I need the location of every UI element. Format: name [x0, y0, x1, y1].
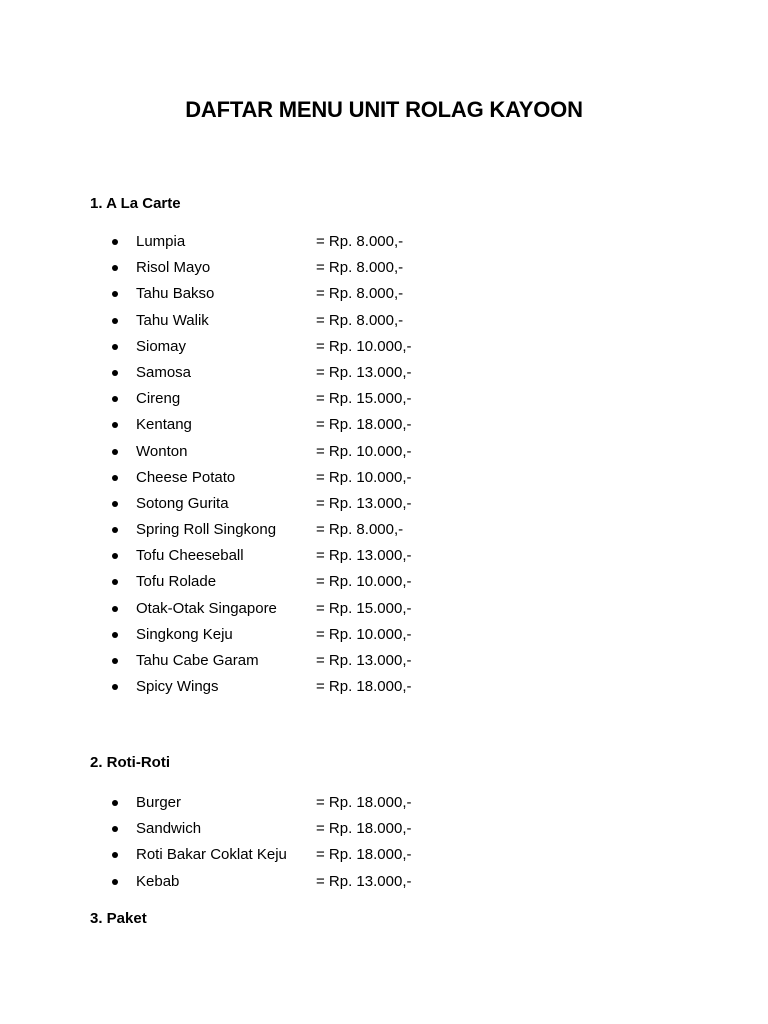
- bullet-icon: [112, 579, 118, 585]
- menu-item-price: = Rp. 8.000,-: [316, 259, 404, 277]
- bullet-icon: [112, 826, 118, 832]
- menu-item: [0, 468, 768, 494]
- menu-item-name: Tahu Cabe Garam: [136, 652, 259, 669]
- bullet-icon: [112, 852, 118, 858]
- menu-item: [0, 337, 768, 363]
- bullet-icon: [112, 553, 118, 559]
- bullet-icon: [112, 344, 118, 350]
- bullet-icon: [112, 527, 118, 533]
- menu-list-a-la-carte: [0, 232, 768, 703]
- menu-item-price: = Rp. 13.000,-: [316, 494, 412, 512]
- bullet-icon: [112, 800, 118, 806]
- bullet-icon: [112, 291, 118, 297]
- menu-item-name: Cireng: [136, 390, 181, 408]
- menu-item-price: = Rp. 18.000,-: [316, 416, 412, 434]
- menu-item-name: Singkong Keju: [136, 625, 233, 643]
- bullet-icon: [112, 265, 118, 271]
- menu-item: [0, 284, 768, 310]
- menu-item-price: = Rp. 10.000,-: [316, 625, 412, 643]
- menu-item: [0, 494, 768, 520]
- menu-item: [0, 415, 768, 441]
- menu-item-name: Cheese Potato: [136, 468, 236, 486]
- menu-item-name: Siomay: [136, 337, 187, 355]
- menu-item: [0, 845, 768, 871]
- menu-item-name: Tahu Bakso: [136, 285, 215, 303]
- menu-item: [0, 651, 768, 677]
- menu-item: [0, 442, 768, 468]
- menu-item-name: Roti Bakar Coklat Keju: [136, 846, 287, 864]
- menu-item-price: = Rp. 10.000,-: [316, 573, 412, 591]
- section-heading-paket: 3. Paket: [90, 910, 147, 927]
- menu-item-price: = Rp. 10.000,-: [316, 442, 412, 460]
- menu-item: [0, 389, 768, 415]
- menu-item-name: Samosa: [136, 363, 192, 381]
- menu-item: [0, 258, 768, 284]
- menu-item-price: = Rp. 8.000,-: [316, 233, 404, 250]
- bullet-icon: [112, 318, 118, 324]
- menu-item-price: = Rp. 18.000,-: [316, 846, 412, 864]
- menu-item-price: = Rp. 13.000,-: [316, 363, 412, 381]
- bullet-icon: [112, 370, 118, 376]
- menu-item-price: = Rp. 10.000,-: [316, 337, 412, 355]
- menu-item-price: = Rp. 18.000,-: [316, 820, 412, 838]
- menu-item-price: = Rp. 8.000,-: [316, 311, 404, 329]
- menu-item-name: Lumpia: [136, 233, 186, 250]
- menu-item-name: Sotong Gurita: [136, 494, 229, 512]
- menu-item: [0, 819, 768, 845]
- menu-item-price: = Rp. 13.000,-: [316, 872, 412, 890]
- menu-item-price: = Rp. 8.000,-: [316, 285, 404, 303]
- bullet-icon: [112, 396, 118, 402]
- bullet-icon: [112, 475, 118, 481]
- menu-item-price: = Rp. 8.000,-: [316, 521, 404, 539]
- menu-item-name: Wonton: [136, 442, 188, 460]
- menu-item-name: Tahu Walik: [136, 311, 209, 329]
- menu-item: [0, 599, 768, 625]
- menu-item: [0, 520, 768, 546]
- menu-item: [0, 363, 768, 389]
- section-heading-roti-roti: 2. Roti-Roti: [90, 754, 170, 771]
- bullet-icon: [112, 239, 118, 245]
- menu-item-price: = Rp. 13.000,-: [316, 547, 412, 565]
- menu-item-name: Kebab: [136, 872, 180, 890]
- menu-item-price: = Rp. 18.000,-: [316, 678, 412, 696]
- bullet-icon: [112, 684, 118, 690]
- menu-item: [0, 311, 768, 337]
- section-heading-a-la-carte: 1. A La Carte: [90, 195, 181, 212]
- menu-item-name: Kentang: [136, 416, 192, 434]
- bullet-icon: [112, 879, 118, 885]
- menu-item-price: = Rp. 15.000,-: [316, 599, 412, 617]
- menu-item: [0, 625, 768, 651]
- bullet-icon: [112, 501, 118, 507]
- bullet-icon: [112, 658, 118, 664]
- bullet-icon: [112, 606, 118, 612]
- menu-item: [0, 677, 768, 703]
- menu-item-price: = Rp. 10.000,-: [316, 468, 412, 486]
- menu-item: [0, 793, 768, 819]
- menu-item-price: = Rp. 15.000,-: [316, 390, 412, 408]
- menu-item-name: Tofu Rolade: [136, 573, 217, 591]
- menu-item-price: = Rp. 18.000,-: [316, 794, 412, 811]
- bullet-icon: [112, 449, 118, 455]
- menu-item: [0, 232, 768, 258]
- menu-item-name: Spring Roll Singkong: [136, 521, 277, 539]
- bullet-icon: [112, 422, 118, 428]
- menu-item-name: Tofu Cheeseball: [136, 547, 244, 565]
- menu-item: [0, 546, 768, 572]
- menu-item-name: Otak-Otak Singapore: [136, 599, 277, 617]
- menu-item: [0, 572, 768, 598]
- bullet-icon: [112, 632, 118, 638]
- menu-item-price: = Rp. 13.000,-: [316, 652, 412, 669]
- page-title: DAFTAR MENU UNIT ROLAG KAYOON: [185, 97, 583, 122]
- menu-item: [0, 872, 768, 898]
- menu-item-name: Burger: [136, 794, 182, 811]
- menu-item-name: Spicy Wings: [136, 678, 219, 696]
- menu-list-roti-roti: [0, 793, 768, 898]
- menu-item-name: Sandwich: [136, 820, 202, 838]
- menu-item-name: Risol Mayo: [136, 259, 211, 277]
